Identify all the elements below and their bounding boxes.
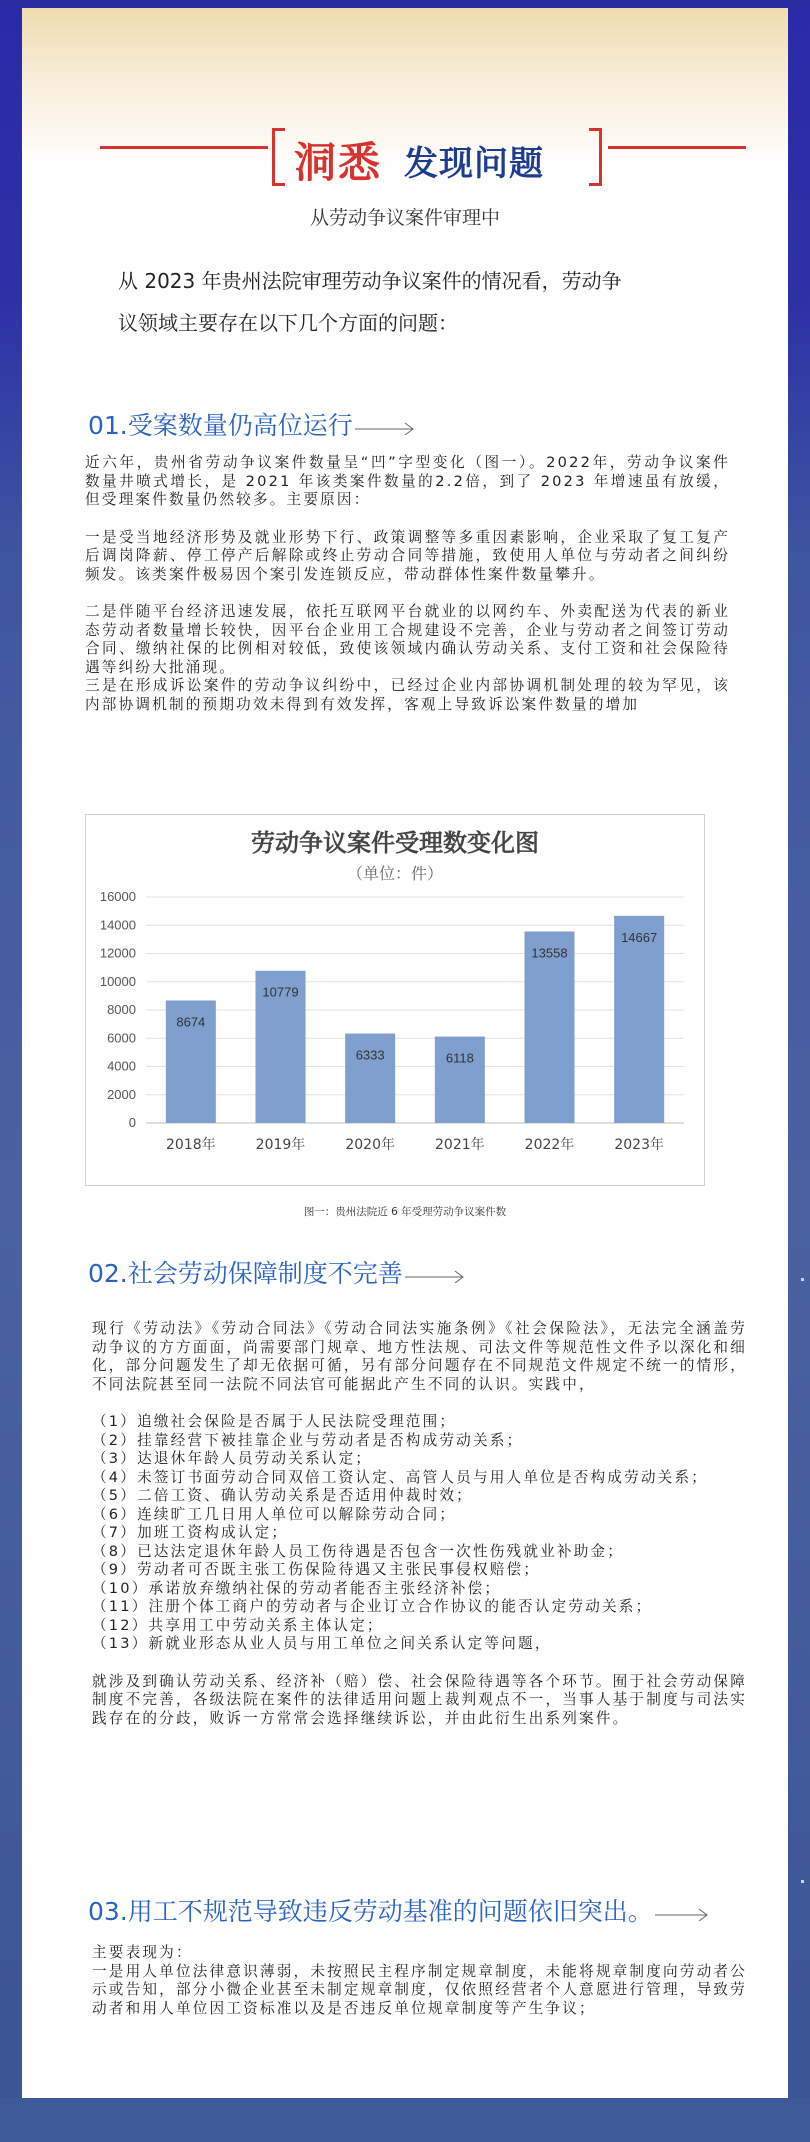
page-title bbox=[272, 128, 602, 186]
chart-caption: 图一：贵州法院近 6 年受理劳动争议案件数 bbox=[303, 1206, 507, 1218]
title-bracket-right bbox=[589, 128, 602, 186]
list-item: （6）连续旷工几日用人单位可以解除劳动合同； bbox=[92, 1505, 457, 1523]
side-dot bbox=[801, 1880, 804, 1883]
data-label: 8674 bbox=[176, 1014, 206, 1030]
y-tick-label: 8000 bbox=[107, 1002, 136, 1017]
paragraph: 二是伴随平台经济迅速发展，依托互联网平台就业的以网约车、外卖配送为代表的新业态劳动者数量增长较快，因平台企业用工合规建设不完善，企业与劳动者之间签订劳动合同、缴纳社保的比例相对较低，致使该领域内确认劳动关系、支付工资和社会保险待遇等纠纷大批涌现。 bbox=[85, 603, 730, 676]
title-bracket-left bbox=[272, 128, 285, 186]
bar bbox=[614, 916, 664, 1123]
x-tick-label: 2022年 bbox=[524, 1137, 575, 1153]
list-item: （5）二倍工资、确认劳动关系是否适用仲裁时效； bbox=[92, 1487, 473, 1504]
list-item: （2）挂靠经营下被挂靠企业与劳动者是否构成劳动关系； bbox=[92, 1431, 524, 1449]
section3-body bbox=[92, 1944, 747, 2018]
top-bar bbox=[0, 0, 810, 8]
x-tick-label: 2021年 bbox=[435, 1137, 485, 1153]
bar-chart bbox=[85, 814, 705, 1186]
intro-text: 从 2023 年贵州法院审理劳动争议案件的情况看，劳动争议领域主要存在以下几个方面的问题： bbox=[118, 269, 622, 335]
data-label: 14667 bbox=[621, 929, 658, 945]
section2-heading bbox=[88, 1254, 467, 1290]
article-card bbox=[22, 8, 788, 2098]
paragraph: 就涉及到确认劳动关系、经济补（赔）偿、社会保险待遇等各个环节。囿于社会劳动保障制度不完善，各级法院在案件的法律适用问题上裁判观点不一，当事人基于制度与司法实践存在的分歧，败诉一方常常会选择继续诉讼，并由此衍生出系列案件。 bbox=[92, 1672, 747, 1727]
y-tick-label: 16000 bbox=[99, 889, 136, 904]
y-tick-label: 0 bbox=[128, 1115, 136, 1130]
paragraph: 三是在形成诉讼案件的劳动争议纠纷中，已经过企业内部协调机制处理的较为罕见，该内部协调机制的预期功效未得到有效发挥，客观上导致诉讼案件数量的增加 bbox=[85, 677, 730, 713]
data-label: 13558 bbox=[531, 945, 568, 961]
y-tick-label: 10000 bbox=[99, 973, 136, 989]
title-line-right bbox=[608, 146, 746, 149]
section2-heading-text: 02.社会劳动保障制度不完善 bbox=[88, 1259, 403, 1288]
arrow-icon bbox=[405, 1267, 467, 1283]
section1-body bbox=[85, 454, 730, 714]
paragraph: 主要表现为： bbox=[92, 1944, 193, 1961]
list-item: （8）已达法定退休年龄人员工伤待遇是否包含一次性伤残就业补助金； bbox=[92, 1542, 625, 1560]
problem-list bbox=[92, 1413, 747, 1654]
data-label: 6118 bbox=[445, 1050, 474, 1066]
side-dot bbox=[801, 1278, 804, 1281]
list-item: （4）未签订书面劳动合同双倍工资认定、高管人员与用人单位是否构成劳动关系； bbox=[92, 1468, 709, 1486]
title-blue: 发现问题 bbox=[404, 144, 544, 184]
x-tick-label: 2019年 bbox=[255, 1137, 306, 1153]
y-tick-label: 14000 bbox=[99, 917, 136, 933]
section1-heading bbox=[88, 406, 417, 442]
section3-heading bbox=[88, 1892, 711, 1928]
data-label: 10779 bbox=[262, 984, 299, 1000]
list-item: （13）新就业形态从业人员与用工单位之间关系认定等问题， bbox=[92, 1635, 552, 1652]
y-tick-label: 2000 bbox=[107, 1086, 136, 1102]
paragraph: 一是受当地经济形势及就业形势下行、政策调整等多重因素影响，企业采取了复工复产后调岗降薪、停工停产后解除或终止劳动合同等措施，致使用人单位与劳动者之间纠纷频发。该类案件极易因个案引发连锁反应，带动群体性案件数量攀升。 bbox=[85, 528, 730, 583]
chart-title: 劳动争议案件受理数变化图 bbox=[251, 828, 539, 857]
list-item: （3）达退休年龄人员劳动关系认定； bbox=[92, 1450, 373, 1467]
list-item: （10）承诺放弃缴纳社保的劳动者能否主张经济补偿； bbox=[92, 1579, 502, 1597]
data-label: 6333 bbox=[355, 1047, 385, 1063]
list-item: （11）注册个体工商户的劳动者与企业订立合作协议的能否认定劳动关系； bbox=[92, 1598, 653, 1615]
x-tick-label: 2020年 bbox=[345, 1137, 395, 1153]
y-tick-label: 12000 bbox=[99, 945, 136, 961]
title-line-left bbox=[100, 146, 268, 149]
paragraph: 一是用人单位法律意识薄弱，未按照民主程序制定规章制度，未能将规章制度向劳动者公示或告知，部分小微企业甚至未制定规章制度，仅依照经营者个人意愿进行管理，导致劳动者和用人单位因工资标准以及是否违反单位规章制度等产生争议； bbox=[92, 1962, 747, 2017]
section1-heading-text: 01.受案数量仍高位运行 bbox=[88, 411, 353, 440]
arrow-icon bbox=[355, 419, 417, 435]
list-item: （7）加班工资构成认定； bbox=[92, 1524, 289, 1541]
list-item: （1）追缴社会保险是否属于人民法院受理范围； bbox=[92, 1413, 457, 1430]
chart-plot bbox=[86, 815, 704, 1185]
bar bbox=[435, 1037, 485, 1123]
title-red: 洞悉 bbox=[294, 138, 383, 187]
y-tick-label: 6000 bbox=[107, 1030, 136, 1046]
chart-subtitle: （单位：件） bbox=[346, 864, 443, 883]
subtitle: 从劳动争议案件审理中 bbox=[309, 207, 500, 229]
y-tick-label: 4000 bbox=[107, 1058, 136, 1074]
section2-body bbox=[92, 1320, 747, 1728]
arrow-icon bbox=[655, 1905, 711, 1921]
list-item: （12）共享用工中劳动关系主体认定； bbox=[92, 1616, 384, 1634]
x-tick-label: 2023年 bbox=[614, 1137, 664, 1153]
section3-heading-text: 03.用工不规范导致违反劳动基准的问题依旧突出。 bbox=[88, 1897, 653, 1926]
x-tick-label: 2018年 bbox=[166, 1137, 216, 1153]
list-item: （9）劳动者可否既主张工伤保险待遇又主张民事侵权赔偿； bbox=[92, 1561, 541, 1578]
paragraph: 近六年，贵州省劳动争议案件数量呈“凹”字型变化（图一）。2022年，劳动争议案件数量井喷式增长，是 2021 年该类案件数量的2.2倍，到了 2023 年增速虽有放缓，但受理案件数量仍然较多。主要原因： bbox=[85, 454, 730, 508]
bottom-band bbox=[0, 2098, 810, 2142]
paragraph: 现行《劳动法》《劳动合同法》《劳动合同法实施条例》《社会保险法》，无法完全涵盖劳动争议的方方面面，尚需要部门规章、地方性法规、司法文件等规范性文件予以深化和细化，部分问题发生了却无依据可循，另有部分问题存在不同规范文件规定不统一的情形，不同法院甚至同一法院不同法官可能据此产生不同的认识。实践中， bbox=[92, 1320, 747, 1393]
